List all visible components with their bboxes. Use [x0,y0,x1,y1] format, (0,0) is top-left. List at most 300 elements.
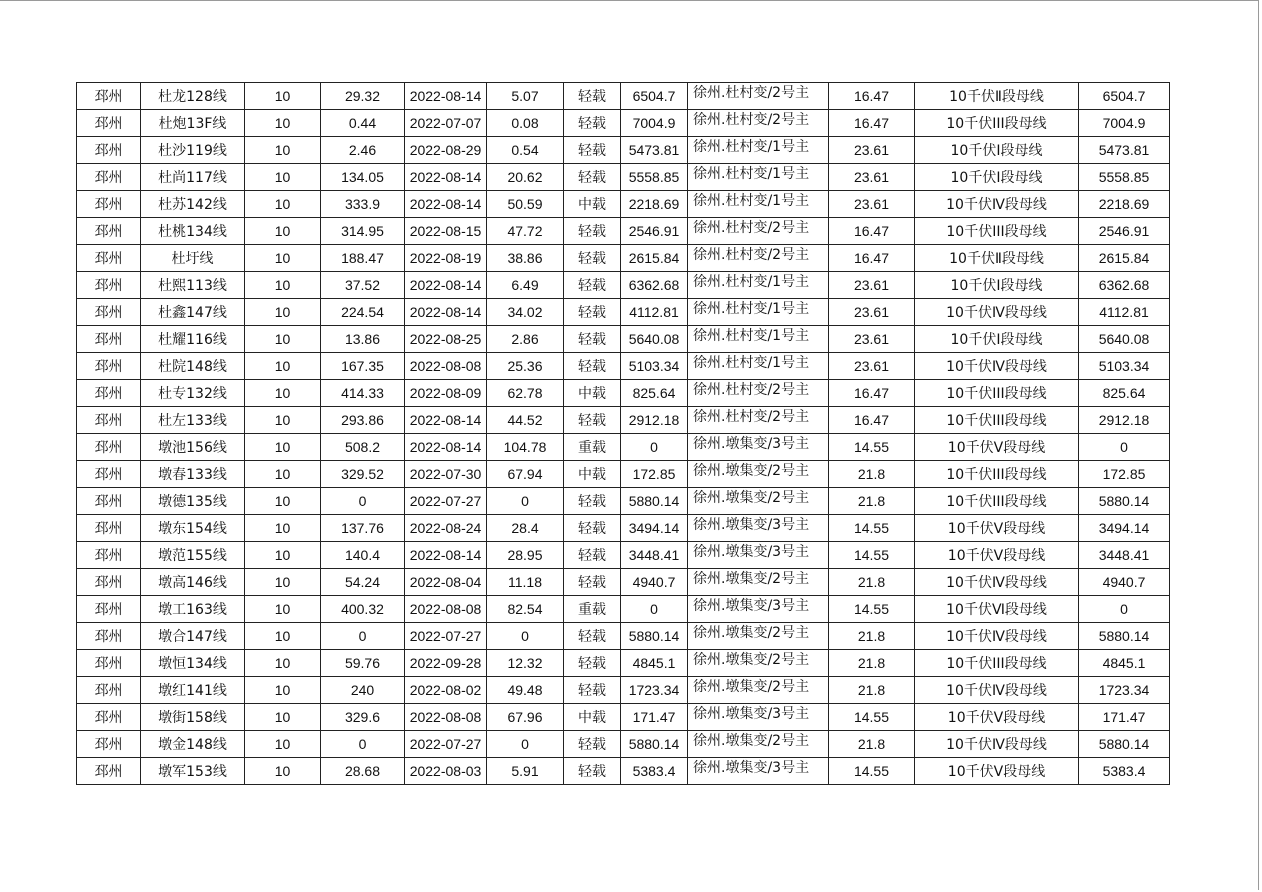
load-value-cell: 37.52 [321,272,405,299]
load-value-cell: 188.47 [321,245,405,272]
date-cell: 2022-07-07 [405,110,487,137]
voltage-cell: 10 [245,758,321,785]
substation-transformer-cell: 徐州.墩集变/3号主 [688,596,829,623]
substation-transformer-cell: 徐州.杜村变/2号主 [688,218,829,245]
transformer-value-cell: 16.47 [829,245,915,272]
load-rate-cell: 25.36 [487,353,564,380]
load-rate-cell: 62.78 [487,380,564,407]
county-cell: 邳州 [77,191,141,218]
line-name-cell: 杜龙128线 [141,83,245,110]
load-status-cell: 轻载 [564,731,621,758]
substation-transformer-cell: 徐州.杜村变/1号主 [688,137,829,164]
date-cell: 2022-08-14 [405,191,487,218]
load-value-cell: 137.76 [321,515,405,542]
load-rate-cell: 5.07 [487,83,564,110]
margin-cell: 7004.9 [621,110,688,137]
load-rate-cell: 104.78 [487,434,564,461]
load-status-cell: 轻载 [564,245,621,272]
voltage-cell: 10 [245,515,321,542]
voltage-cell: 10 [245,677,321,704]
table-row [77,542,1170,569]
substation-transformer-cell: 徐州.杜村变/1号主 [688,299,829,326]
busbar-cell: 10千伏Ⅳ段母线 [915,353,1079,380]
date-cell: 2022-08-03 [405,758,487,785]
transformer-value-cell: 23.61 [829,191,915,218]
capacity-cell: 2912.18 [1079,407,1170,434]
transformer-value-cell: 16.47 [829,218,915,245]
substation-transformer-cell: 徐州.杜村变/1号主 [688,326,829,353]
county-cell: 邳州 [77,596,141,623]
load-status-cell: 轻载 [564,110,621,137]
date-cell: 2022-08-14 [405,164,487,191]
transformer-value-cell: 16.47 [829,83,915,110]
substation-transformer-cell: 徐州.杜村变/2号主 [688,407,829,434]
voltage-cell: 10 [245,83,321,110]
line-name-cell: 墩高146线 [141,569,245,596]
line-name-cell: 墩范155线 [141,542,245,569]
county-cell: 邳州 [77,542,141,569]
line-name-cell: 墩德135线 [141,488,245,515]
voltage-cell: 10 [245,272,321,299]
load-status-cell: 轻载 [564,83,621,110]
voltage-cell: 10 [245,569,321,596]
capacity-cell: 2218.69 [1079,191,1170,218]
transformer-value-cell: 14.55 [829,434,915,461]
load-value-cell: 0 [321,731,405,758]
busbar-cell: 10千伏Ⅴ段母线 [915,434,1079,461]
load-status-cell: 中载 [564,461,621,488]
load-value-cell: 293.86 [321,407,405,434]
load-value-cell: 2.46 [321,137,405,164]
margin-cell: 172.85 [621,461,688,488]
margin-cell: 3494.14 [621,515,688,542]
load-rate-cell: 2.86 [487,326,564,353]
date-cell: 2022-08-14 [405,434,487,461]
voltage-cell: 10 [245,542,321,569]
date-cell: 2022-08-14 [405,272,487,299]
line-name-cell: 墩池156线 [141,434,245,461]
busbar-cell: 10千伏Ⅰ段母线 [915,326,1079,353]
table-row [77,353,1170,380]
table-row [77,326,1170,353]
county-cell: 邳州 [77,164,141,191]
load-status-cell: 轻载 [564,353,621,380]
line-name-cell: 墩街158线 [141,704,245,731]
voltage-cell: 10 [245,353,321,380]
busbar-cell: 10千伏Ⅴ段母线 [915,758,1079,785]
transformer-value-cell: 21.8 [829,461,915,488]
transformer-value-cell: 23.61 [829,326,915,353]
line-name-cell: 墩恒134线 [141,650,245,677]
county-cell: 邳州 [77,623,141,650]
load-status-cell: 轻载 [564,623,621,650]
date-cell: 2022-07-27 [405,623,487,650]
substation-transformer-cell: 徐州.墩集变/3号主 [688,434,829,461]
county-cell: 邳州 [77,488,141,515]
transformer-value-cell: 16.47 [829,110,915,137]
table-row [77,164,1170,191]
transformer-value-cell: 23.61 [829,353,915,380]
busbar-cell: 10千伏Ⅳ段母线 [915,677,1079,704]
transformer-value-cell: 21.8 [829,677,915,704]
transformer-value-cell: 21.8 [829,731,915,758]
voltage-cell: 10 [245,137,321,164]
line-name-cell: 墩红141线 [141,677,245,704]
load-status-cell: 轻载 [564,137,621,164]
load-status-cell: 轻载 [564,488,621,515]
line-name-cell: 杜炮13F线 [141,110,245,137]
line-name-cell: 杜耀116线 [141,326,245,353]
busbar-cell: 10千伏III段母线 [915,488,1079,515]
capacity-cell: 3448.41 [1079,542,1170,569]
busbar-cell: 10千伏Ⅰ段母线 [915,164,1079,191]
date-cell: 2022-08-14 [405,542,487,569]
load-rate-cell: 28.4 [487,515,564,542]
busbar-cell: 10千伏Ⅳ段母线 [915,623,1079,650]
substation-transformer-cell: 徐州.墩集变/2号主 [688,650,829,677]
load-value-cell: 400.32 [321,596,405,623]
substation-transformer-cell: 徐州.墩集变/3号主 [688,515,829,542]
load-rate-cell: 0.54 [487,137,564,164]
transformer-value-cell: 21.8 [829,650,915,677]
line-name-cell: 杜桃134线 [141,218,245,245]
margin-cell: 2615.84 [621,245,688,272]
line-name-cell: 墩合147线 [141,623,245,650]
capacity-cell: 0 [1079,596,1170,623]
capacity-cell: 6362.68 [1079,272,1170,299]
load-value-cell: 414.33 [321,380,405,407]
load-status-cell: 轻载 [564,218,621,245]
load-status-cell: 轻载 [564,164,621,191]
capacity-cell: 2546.91 [1079,218,1170,245]
line-name-cell: 墩军153线 [141,758,245,785]
county-cell: 邳州 [77,137,141,164]
county-cell: 邳州 [77,353,141,380]
load-rate-cell: 44.52 [487,407,564,434]
line-name-cell: 墩工163线 [141,596,245,623]
table-row [77,677,1170,704]
table-row [77,272,1170,299]
load-status-cell: 轻载 [564,326,621,353]
load-rate-cell: 5.91 [487,758,564,785]
transformer-value-cell: 14.55 [829,542,915,569]
load-rate-cell: 12.32 [487,650,564,677]
date-cell: 2022-08-08 [405,353,487,380]
margin-cell: 5473.81 [621,137,688,164]
margin-cell: 5880.14 [621,731,688,758]
table-row [77,407,1170,434]
table-row [77,731,1170,758]
date-cell: 2022-07-27 [405,731,487,758]
capacity-cell: 5383.4 [1079,758,1170,785]
county-cell: 邳州 [77,569,141,596]
table-row [77,83,1170,110]
load-rate-cell: 0 [487,731,564,758]
capacity-cell: 5880.14 [1079,488,1170,515]
date-cell: 2022-08-02 [405,677,487,704]
margin-cell: 4940.7 [621,569,688,596]
table-row [77,569,1170,596]
busbar-cell: 10千伏Ⅰ段母线 [915,272,1079,299]
load-rate-cell: 28.95 [487,542,564,569]
county-cell: 邳州 [77,515,141,542]
table-row [77,191,1170,218]
margin-cell: 6504.7 [621,83,688,110]
capacity-cell: 172.85 [1079,461,1170,488]
margin-cell: 4112.81 [621,299,688,326]
margin-cell: 0 [621,596,688,623]
busbar-cell: 10千伏Ⅳ段母线 [915,569,1079,596]
transformer-value-cell: 23.61 [829,299,915,326]
transformer-value-cell: 16.47 [829,380,915,407]
load-status-cell: 轻载 [564,407,621,434]
line-name-cell: 杜圩线 [141,245,245,272]
margin-cell: 5103.34 [621,353,688,380]
capacity-cell: 5558.85 [1079,164,1170,191]
voltage-cell: 10 [245,326,321,353]
voltage-cell: 10 [245,461,321,488]
busbar-cell: 10千伏Ⅴ段母线 [915,515,1079,542]
capacity-cell: 5103.34 [1079,353,1170,380]
load-status-cell: 轻载 [564,299,621,326]
date-cell: 2022-08-08 [405,704,487,731]
table-row [77,704,1170,731]
transformer-value-cell: 21.8 [829,569,915,596]
load-value-cell: 224.54 [321,299,405,326]
line-name-cell: 墩东154线 [141,515,245,542]
busbar-cell: 10千伏Ⅴ段母线 [915,704,1079,731]
voltage-cell: 10 [245,488,321,515]
load-value-cell: 0 [321,488,405,515]
load-status-cell: 轻载 [564,650,621,677]
load-rate-cell: 67.94 [487,461,564,488]
substation-transformer-cell: 徐州.墩集变/2号主 [688,569,829,596]
substation-transformer-cell: 徐州.墩集变/3号主 [688,758,829,785]
table-row [77,218,1170,245]
table-row [77,488,1170,515]
voltage-cell: 10 [245,704,321,731]
margin-cell: 6362.68 [621,272,688,299]
county-cell: 邳州 [77,272,141,299]
load-status-cell: 重载 [564,596,621,623]
substation-transformer-cell: 徐州.墩集变/2号主 [688,488,829,515]
line-name-cell: 杜鑫147线 [141,299,245,326]
busbar-cell: 10千伏III段母线 [915,650,1079,677]
load-value-cell: 0.44 [321,110,405,137]
transformer-value-cell: 21.8 [829,623,915,650]
load-value-cell: 508.2 [321,434,405,461]
transformer-value-cell: 14.55 [829,758,915,785]
capacity-cell: 1723.34 [1079,677,1170,704]
substation-transformer-cell: 徐州.杜村变/1号主 [688,191,829,218]
margin-cell: 0 [621,434,688,461]
table-row [77,245,1170,272]
voltage-cell: 10 [245,164,321,191]
substation-transformer-cell: 徐州.墩集变/2号主 [688,623,829,650]
voltage-cell: 10 [245,650,321,677]
date-cell: 2022-08-14 [405,83,487,110]
substation-transformer-cell: 徐州.杜村变/2号主 [688,83,829,110]
capacity-cell: 5880.14 [1079,623,1170,650]
busbar-cell: 10千伏Ⅱ段母线 [915,245,1079,272]
capacity-cell: 0 [1079,434,1170,461]
margin-cell: 5558.85 [621,164,688,191]
table-row [77,596,1170,623]
margin-cell: 171.47 [621,704,688,731]
load-value-cell: 0 [321,623,405,650]
voltage-cell: 10 [245,191,321,218]
voltage-cell: 10 [245,407,321,434]
busbar-cell: 10千伏III段母线 [915,380,1079,407]
transformer-value-cell: 23.61 [829,272,915,299]
margin-cell: 5880.14 [621,488,688,515]
load-status-cell: 重载 [564,434,621,461]
date-cell: 2022-08-04 [405,569,487,596]
date-cell: 2022-08-19 [405,245,487,272]
line-name-cell: 杜院148线 [141,353,245,380]
date-cell: 2022-09-28 [405,650,487,677]
load-rate-cell: 38.86 [487,245,564,272]
date-cell: 2022-08-09 [405,380,487,407]
load-value-cell: 59.76 [321,650,405,677]
table-row [77,461,1170,488]
load-value-cell: 13.86 [321,326,405,353]
margin-cell: 2912.18 [621,407,688,434]
table-row [77,650,1170,677]
line-name-cell: 杜专132线 [141,380,245,407]
load-value-cell: 134.05 [321,164,405,191]
line-name-cell: 杜苏142线 [141,191,245,218]
voltage-cell: 10 [245,299,321,326]
transformer-value-cell: 21.8 [829,488,915,515]
load-rate-cell: 50.59 [487,191,564,218]
margin-cell: 5880.14 [621,623,688,650]
transformer-value-cell: 16.47 [829,407,915,434]
busbar-cell: 10千伏III段母线 [915,110,1079,137]
load-rate-cell: 6.49 [487,272,564,299]
margin-cell: 2218.69 [621,191,688,218]
county-cell: 邳州 [77,650,141,677]
capacity-cell: 4940.7 [1079,569,1170,596]
table-row [77,299,1170,326]
table-row [77,434,1170,461]
date-cell: 2022-08-29 [405,137,487,164]
busbar-cell: 10千伏Ⅰ段母线 [915,137,1079,164]
voltage-cell: 10 [245,596,321,623]
transformer-value-cell: 23.61 [829,137,915,164]
county-cell: 邳州 [77,434,141,461]
county-cell: 邳州 [77,110,141,137]
capacity-cell: 3494.14 [1079,515,1170,542]
date-cell: 2022-08-25 [405,326,487,353]
load-rate-cell: 49.48 [487,677,564,704]
substation-transformer-cell: 徐州.杜村变/2号主 [688,110,829,137]
voltage-cell: 10 [245,731,321,758]
busbar-cell: 10千伏Ⅴ段母线 [915,542,1079,569]
load-rate-cell: 0 [487,623,564,650]
load-rate-cell: 82.54 [487,596,564,623]
voltage-cell: 10 [245,110,321,137]
date-cell: 2022-08-24 [405,515,487,542]
load-value-cell: 329.6 [321,704,405,731]
load-status-cell: 轻载 [564,515,621,542]
county-cell: 邳州 [77,704,141,731]
date-cell: 2022-08-15 [405,218,487,245]
substation-transformer-cell: 徐州.墩集变/2号主 [688,731,829,758]
capacity-cell: 825.64 [1079,380,1170,407]
substation-transformer-cell: 徐州.杜村变/1号主 [688,164,829,191]
capacity-cell: 5473.81 [1079,137,1170,164]
date-cell: 2022-07-27 [405,488,487,515]
line-name-cell: 杜左133线 [141,407,245,434]
load-value-cell: 314.95 [321,218,405,245]
busbar-cell: 10千伏Ⅳ段母线 [915,299,1079,326]
load-status-cell: 轻载 [564,542,621,569]
substation-transformer-cell: 徐州.墩集变/3号主 [688,704,829,731]
load-value-cell: 167.35 [321,353,405,380]
table-row [77,515,1170,542]
substation-transformer-cell: 徐州.杜村变/1号主 [688,272,829,299]
load-value-cell: 54.24 [321,569,405,596]
table-row [77,137,1170,164]
line-name-cell: 杜沙119线 [141,137,245,164]
transformer-value-cell: 14.55 [829,596,915,623]
transformer-value-cell: 23.61 [829,164,915,191]
load-status-cell: 中载 [564,191,621,218]
line-name-cell: 杜尚117线 [141,164,245,191]
capacity-cell: 5880.14 [1079,731,1170,758]
load-rate-cell: 0 [487,488,564,515]
table-row [77,380,1170,407]
busbar-cell: 10千伏III段母线 [915,461,1079,488]
margin-cell: 2546.91 [621,218,688,245]
capacity-cell: 171.47 [1079,704,1170,731]
load-status-cell: 中载 [564,380,621,407]
table-row [77,623,1170,650]
capacity-cell: 7004.9 [1079,110,1170,137]
county-cell: 邳州 [77,407,141,434]
line-name-cell: 墩春133线 [141,461,245,488]
data-table [76,82,1170,785]
load-rate-cell: 47.72 [487,218,564,245]
transformer-value-cell: 14.55 [829,704,915,731]
substation-transformer-cell: 徐州.杜村变/2号主 [688,245,829,272]
voltage-cell: 10 [245,623,321,650]
county-cell: 邳州 [77,677,141,704]
table-row [77,110,1170,137]
margin-cell: 5640.08 [621,326,688,353]
load-rate-cell: 20.62 [487,164,564,191]
voltage-cell: 10 [245,434,321,461]
busbar-cell: 10千伏Ⅳ段母线 [915,731,1079,758]
busbar-cell: 10千伏III段母线 [915,218,1079,245]
county-cell: 邳州 [77,83,141,110]
busbar-cell: 10千伏Ⅵ段母线 [915,596,1079,623]
margin-cell: 825.64 [621,380,688,407]
county-cell: 邳州 [77,326,141,353]
line-name-cell: 杜熙113线 [141,272,245,299]
capacity-cell: 5640.08 [1079,326,1170,353]
county-cell: 邳州 [77,461,141,488]
capacity-cell: 4845.1 [1079,650,1170,677]
county-cell: 邳州 [77,218,141,245]
margin-cell: 3448.41 [621,542,688,569]
load-value-cell: 29.32 [321,83,405,110]
load-status-cell: 轻载 [564,569,621,596]
voltage-cell: 10 [245,218,321,245]
date-cell: 2022-08-14 [405,407,487,434]
county-cell: 邳州 [77,758,141,785]
